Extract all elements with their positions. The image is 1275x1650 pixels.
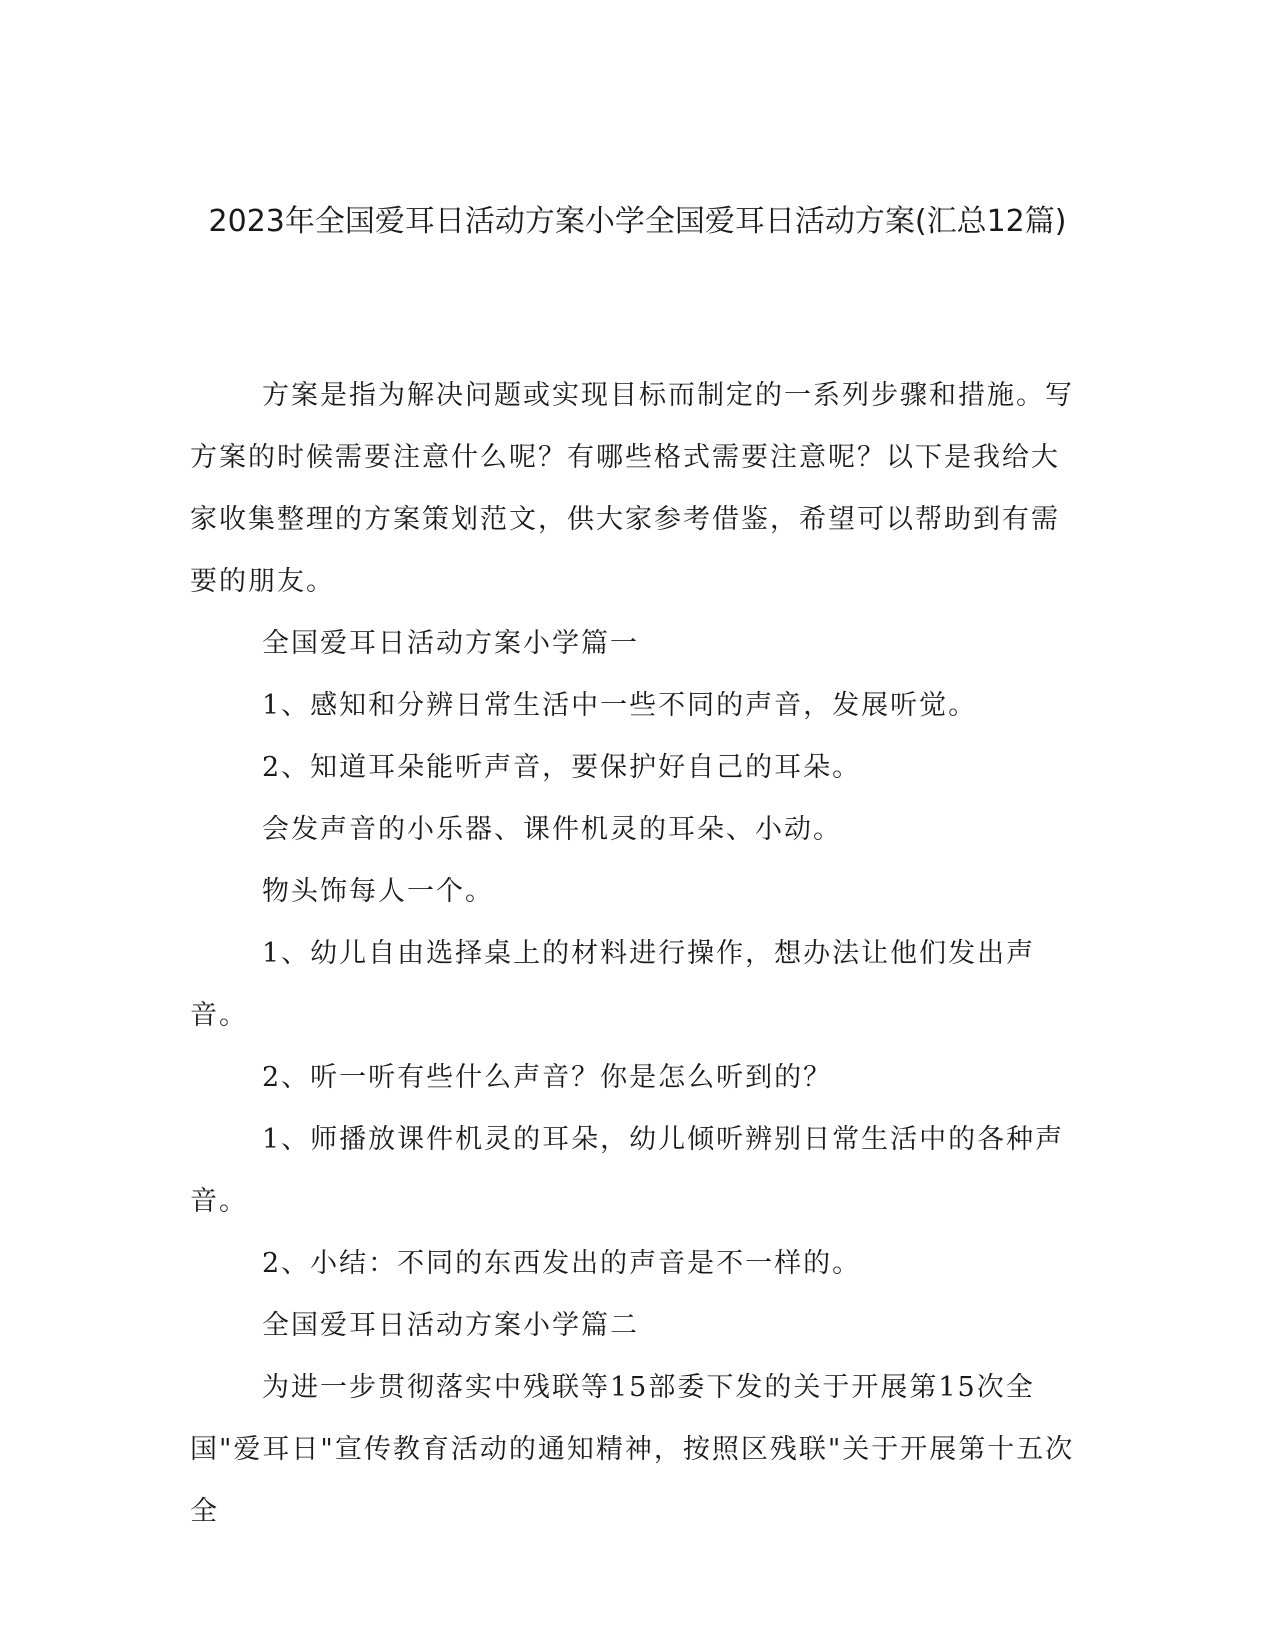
materials-line-2: 物头饰每人一个。 xyxy=(262,876,494,907)
activity-step-2: 2、听一听有些什么声音？你是怎么听到的？ xyxy=(262,1062,833,1093)
section-heading-2: 全国爱耳日活动方案小学篇二 xyxy=(262,1310,639,1341)
activity-step-3: 1、师播放课件机灵的耳朵，幼儿倾听辨别日常生活中的各种声音。 xyxy=(190,1124,1065,1217)
intro-paragraph: 方案是指为解决问题或实现目标而制定的一系列步骤和措施。写方案的时候需要注意什么呢？有哪些格式需要注意呢？以下是我给大家收集整理的方案策划范文，供大家参考借鉴，希望可以帮助到有需要的朋友。 xyxy=(190,380,1074,597)
materials-line-1: 会发声音的小乐器、课件机灵的耳朵、小动。 xyxy=(262,814,842,845)
goal-item-1: 1、感知和分辨日常生活中一些不同的声音，发展听觉。 xyxy=(262,690,978,721)
document-body xyxy=(190,365,1075,1543)
document-title: 2023年全国爱耳日活动方案小学全国爱耳日活动方案(汇总12篇) xyxy=(208,204,1067,239)
section-heading-1: 全国爱耳日活动方案小学篇一 xyxy=(262,628,639,659)
section-2-paragraph: 为进一步贯彻落实中残联等15部委下发的关于开展第15次全国"爱耳日"宣传教育活动的通知精神，按照区残联"关于开展第十五次全 xyxy=(190,1372,1075,1527)
activity-step-1: 1、幼儿自由选择桌上的材料进行操作，想办法让他们发出声音。 xyxy=(190,938,1036,1031)
activity-step-4: 2、小结：不同的东西发出的声音是不一样的。 xyxy=(262,1248,862,1279)
goal-item-2: 2、知道耳朵能听声音，要保护好自己的耳朵。 xyxy=(262,752,862,783)
